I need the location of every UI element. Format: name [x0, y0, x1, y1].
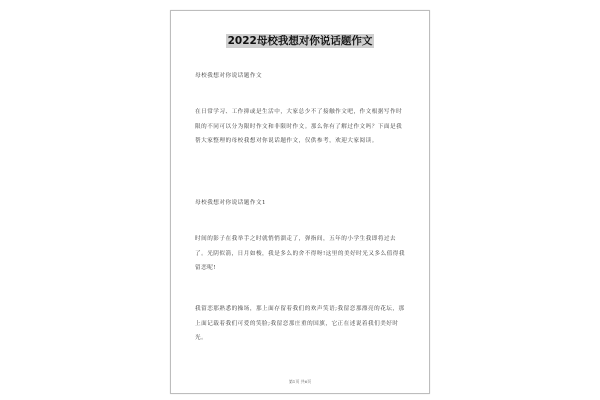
page-number-footer: 第1页 共6页: [288, 379, 312, 384]
section-heading: 母校我想对你说话题作文1: [195, 200, 267, 206]
document-title-text: 2022母校我想对你说话题作文: [227, 35, 373, 47]
document-page: [170, 10, 430, 394]
document-title: [171, 33, 429, 48]
paragraph-body-1: 时间的影子在我举手之时就悄悄溜走了，弹指间，五年的小学生我即将过去了。光阴似箭，日月如梭，我是多么的舍不得呀!这里的美好时光又多么值得我留恋呢!: [195, 236, 405, 271]
document-subtitle: 母校我想对你说话题作文: [195, 73, 263, 79]
paragraph-body-2: 我留恋那熟悉的操场，那上面存留着我们的欢声笑语;我留恋那漂亮的花坛，那上面记载着我们可爱的笑脸;我留恋那庄重的国旗，它正在述说着我们美好时光。: [195, 306, 405, 341]
paragraph-intro: 在日常学习、工作抑或是生活中，大家总少不了接触作文吧，作文根据写作时限的不同可以分为限时作文和非限时作文。那么你有了解过作文吗？下面是我帮大家整理的母校我想对你说话题作文，仅供参考，欢迎大家阅读。: [195, 109, 403, 144]
